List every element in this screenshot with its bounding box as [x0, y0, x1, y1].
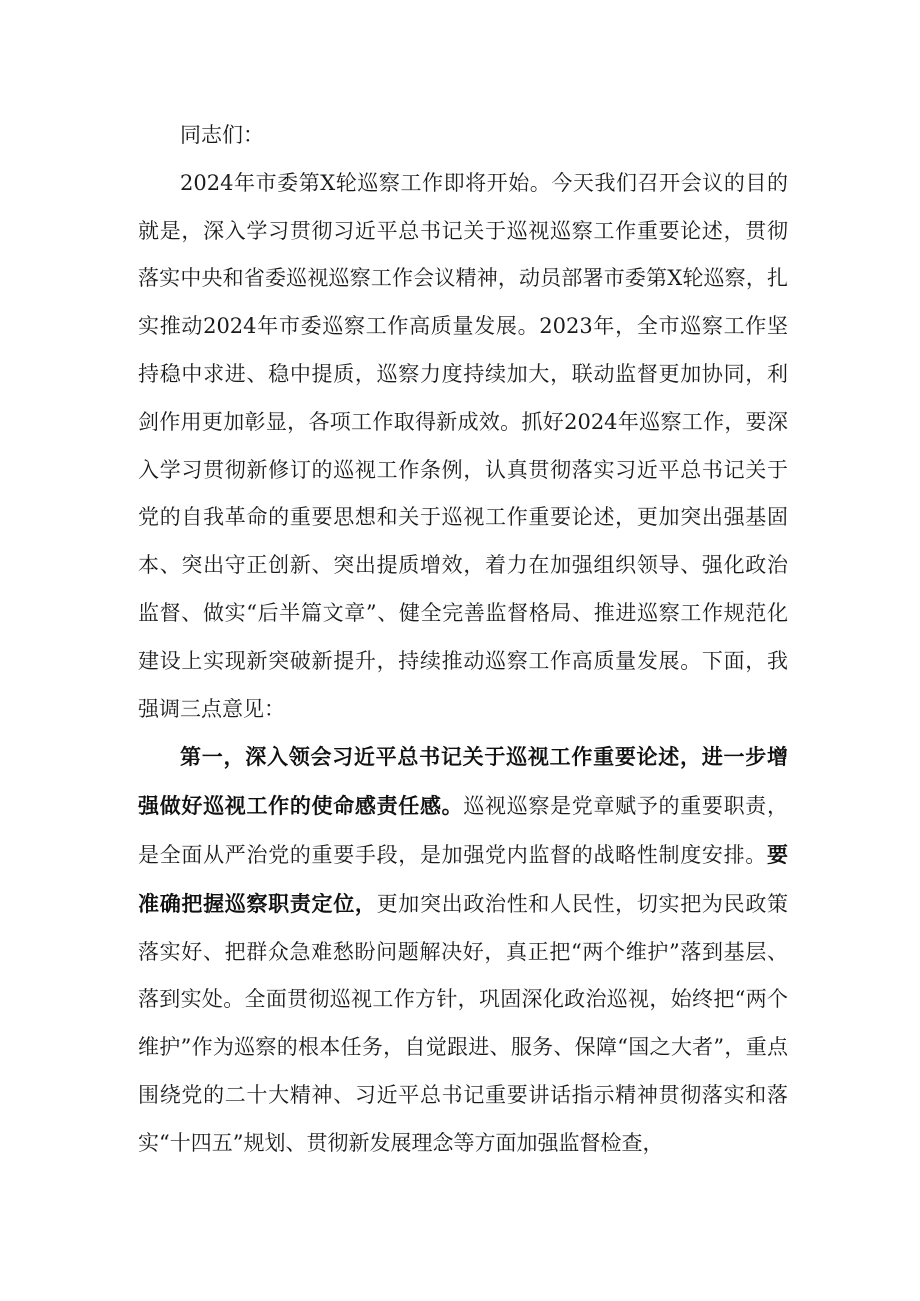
point-one-heading: 第一，深入领会习近平总书记关于巡视工作重要论述，进一步增强做好巡视工作的使命感责任感。: [138, 744, 788, 819]
intro-paragraph: 2024年市委第X轮巡察工作即将开始。今天我们召开会议的目的就是，深入学习贯彻习近平总书记关于巡视巡察工作重要论述，贯彻落实中央和省委巡视巡察工作会议精神，动员部署市委第X轮巡察，扎实推动2024年市委巡察工作高质量发展。2023年，全市巡察工作坚持稳中求进、稳中提质，巡察力度持续加大，联动监督更加协同，利剑作用更加彰显，各项工作取得新成效。抓好2024年巡察工作，要深入学习贯彻新修订的巡视工作条例，认真贯彻落实习近平总书记关于党的自我革命的重要思想和关于巡视工作重要论述，更加突出强基固本、突出守正创新、突出提质增效，着力在加强组织领导、强化政治监督、做实“后半篇文章”、健全完善监督格局、推进巡察工作规范化建设上实现新突破新提升，持续推动巡察工作高质量发展。下面，我强调三点意见：: [138, 170, 788, 721]
document-body: [138, 112, 788, 1168]
point-one-paragraph: [138, 733, 788, 1167]
salutation: 同志们：: [180, 123, 264, 147]
point-one-sub-heading: 要准确把握巡察职责定位，: [138, 841, 788, 916]
point-one-text-a: 巡视巡察是党章赋予的重要职责，是全面从严治党的重要手段，是加强党内监督的战略性制度安排。: [138, 794, 788, 867]
point-one-text-b: 更加突出政治性和人民性，切实把为民政策落实好、把群众急难愁盼问题解决好，真正把“两个维护”落到基层、落到实处。全面贯彻巡视工作方针，巩固深化政治巡视，始终把“两个维护”作为巡察的根本任务，自觉跟进、服务、保障“国之大者”，重点围绕党的二十大精神、习近平总书记重要讲话指示精神贯彻落实和落实“十四五”规划、贯彻新发展理念等方面加强监督检查，: [138, 891, 789, 1155]
